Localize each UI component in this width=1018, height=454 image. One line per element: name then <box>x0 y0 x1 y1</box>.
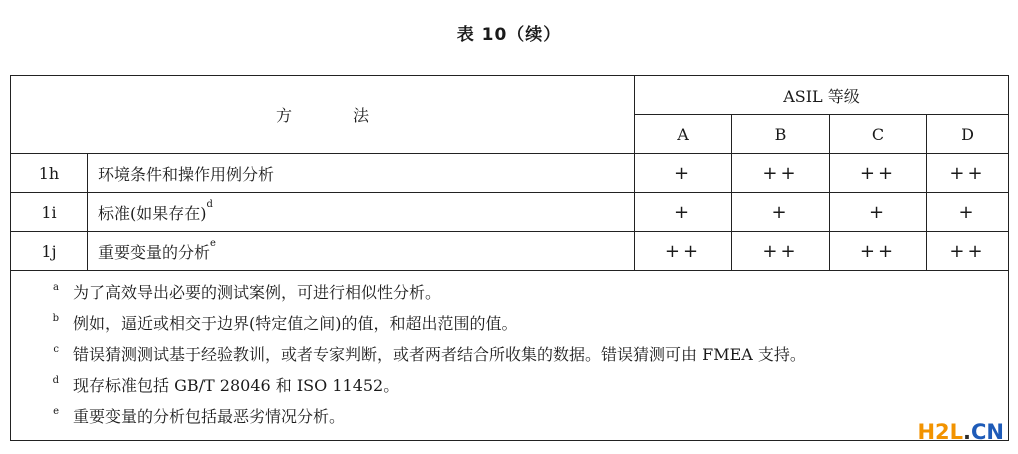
footnote-key: b <box>52 313 59 324</box>
header-level-d: D <box>927 115 1009 154</box>
asil-c-mark: ++ <box>830 154 927 193</box>
footnotes <box>11 271 1009 441</box>
footnote-key: d <box>52 375 59 386</box>
asil-a-mark: + <box>635 154 732 193</box>
asil-a-mark: + <box>635 193 732 232</box>
row-method-name <box>88 193 635 232</box>
asil-b-mark: ++ <box>732 232 830 271</box>
row-method-name <box>88 232 635 271</box>
footnote <box>11 339 1008 370</box>
footnote-text: 例如，逼近或相交于边界(特定值之间)的值，和超出范围的值。 <box>73 314 518 333</box>
footnote-text: 重要变量的分析包括最恶劣情况分析。 <box>73 407 346 426</box>
header-level-c: C <box>830 115 927 154</box>
row-method-name <box>88 154 635 193</box>
footnote-key: e <box>53 406 59 417</box>
footnote-text: 错误猜测测试基于经验教训，或者专家判断，或者两者结合所收集的数据。错误猜测可由 FMEA 支持。 <box>73 345 806 364</box>
header-method: 方 法 <box>11 76 635 154</box>
row-method-text: 标准(如果存在) <box>98 203 207 223</box>
watermark-h2l: H2L <box>917 420 964 444</box>
asil-b-mark: + <box>732 193 830 232</box>
footnote-key: a <box>53 282 59 293</box>
footnote <box>11 370 1008 401</box>
row-method-text: 重要变量的分析 <box>98 242 211 262</box>
table-title: 表 10（续） <box>456 25 562 45</box>
site-watermark <box>917 420 1004 444</box>
table-row <box>11 232 1009 271</box>
asil-method-table <box>10 75 1009 441</box>
asil-d-mark: ++ <box>927 232 1009 271</box>
footnote-key: c <box>53 344 59 355</box>
header-level-b: B <box>732 115 830 154</box>
table-row <box>11 154 1009 193</box>
row-id: 1i <box>11 193 88 232</box>
asil-d-mark: ++ <box>927 154 1009 193</box>
table-row <box>11 193 1009 232</box>
footnote-ref: e <box>210 237 216 249</box>
footnote <box>11 277 1008 308</box>
row-method-text: 环境条件和操作用例分析 <box>98 164 275 184</box>
asil-c-mark: + <box>830 193 927 232</box>
footnote-text: 为了高效导出必要的测试案例，可进行相似性分析。 <box>73 283 442 302</box>
header-level-a: A <box>635 115 732 154</box>
row-id: 1j <box>11 232 88 271</box>
watermark-cn: CN <box>971 420 1004 444</box>
asil-b-mark: ++ <box>732 154 830 193</box>
row-id: 1h <box>11 154 88 193</box>
watermark-dot: . <box>963 420 971 444</box>
asil-d-mark: + <box>927 193 1009 232</box>
footnote-text: 现存标准包括 GB/T 28046 和 ISO 11452。 <box>73 376 400 395</box>
footnote <box>11 401 1008 432</box>
asil-c-mark: ++ <box>830 232 927 271</box>
footnote <box>11 308 1008 339</box>
footnote-ref: d <box>206 198 213 210</box>
asil-a-mark: ++ <box>635 232 732 271</box>
header-asil: ASIL 等级 <box>635 76 1009 115</box>
